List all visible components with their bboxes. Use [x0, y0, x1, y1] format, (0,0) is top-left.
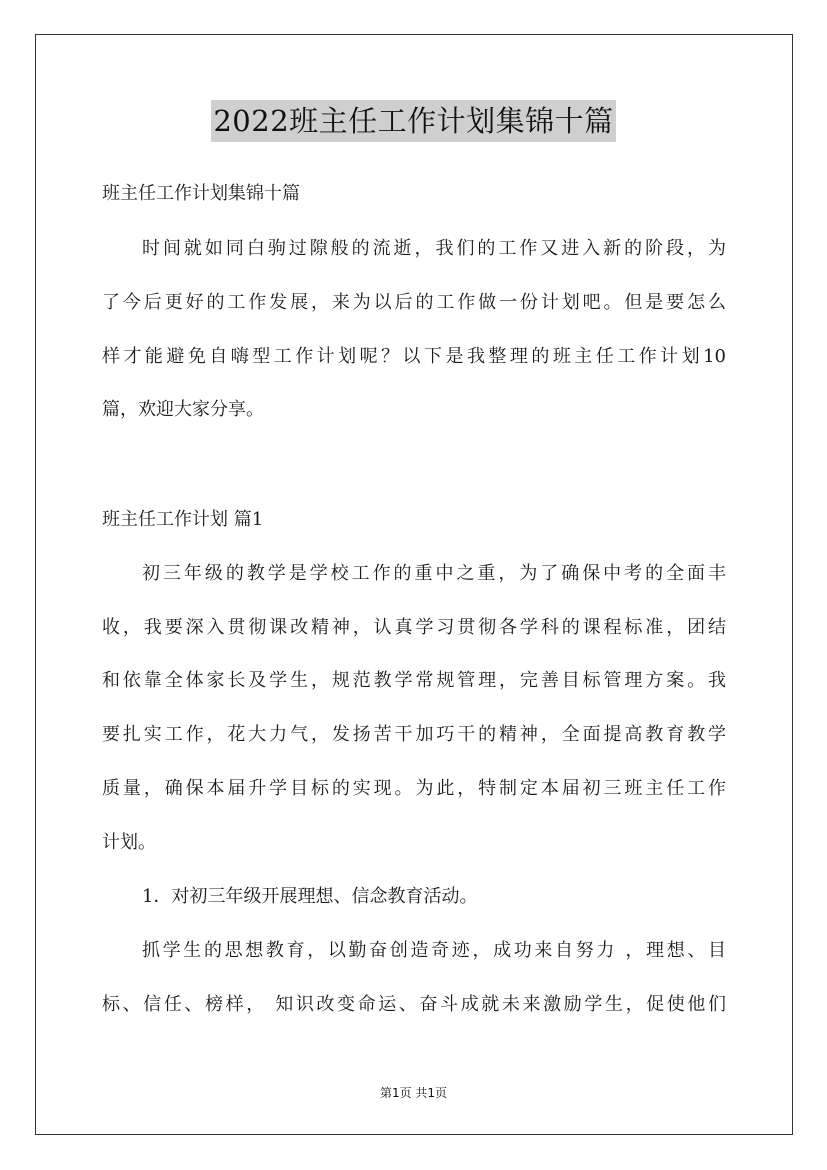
subtitle: 班主任工作计划集锦十篇 — [102, 183, 300, 204]
item-line: 标、信任、榜样， 知识改变命运、奋斗成就未来激励学生，促使他们 — [102, 994, 726, 1015]
list-item-heading: 1．对初三年级开展理想、信念教育活动。 — [142, 886, 478, 907]
intro-line: 了今后更好的工作发展，来为以后的工作做一份计划吧。但是要怎么 — [102, 292, 726, 313]
intro-line: 样才能避免自嗨型工作计划呢？以下是我整理的班主任工作计划10 — [102, 346, 726, 367]
section-line: 计划。 — [102, 832, 156, 853]
section-heading: 班主任工作计划 篇1 — [102, 509, 264, 530]
title-container — [0, 100, 827, 142]
item-line: 抓学生的思想教育，以勤奋创造奇迹，成功来自努力 ，理想、目 — [142, 940, 726, 961]
intro-line: 时间就如同白驹过隙般的流逝，我们的工作又进入新的阶段，为 — [142, 238, 726, 259]
document-title: 2022班主任工作计划集锦十篇 — [211, 100, 615, 142]
section-line: 和依靠全体家长及学生，规范教学常规管理，完善目标管理方案。我 — [102, 670, 726, 691]
section-line: 收，我要深入贯彻课改精神，认真学习贯彻各学科的课程标准，团结 — [102, 617, 726, 638]
section-line: 质量，确保本届升学目标的实现。为此，特制定本届初三班主任工作 — [102, 778, 726, 799]
intro-line: 篇，欢迎大家分享。 — [102, 399, 264, 420]
section-line: 要扎实工作，花大力气，发扬苦干加巧干的精神，全面提高教育教学 — [102, 724, 726, 745]
page-number-footer: 第1页 共1页 — [379, 1086, 448, 1100]
section-line: 初三年级的教学是学校工作的重中之重，为了确保中考的全面丰 — [142, 563, 726, 584]
